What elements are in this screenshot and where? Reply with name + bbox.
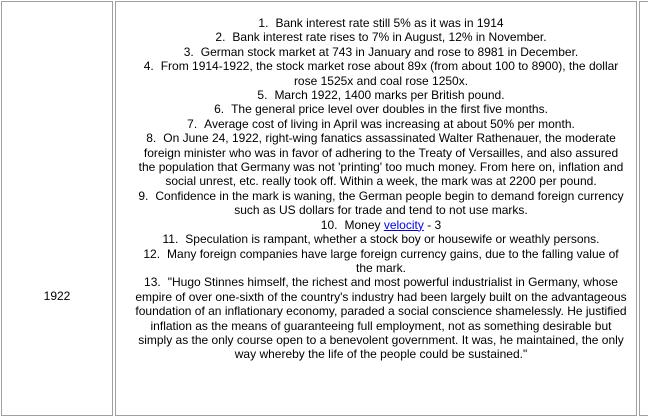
item-number: 4. xyxy=(143,59,154,74)
item-number: 10. xyxy=(320,217,338,232)
item-text: - 3 xyxy=(423,217,442,232)
adjacent-cell xyxy=(639,1,648,416)
item-number: 13. xyxy=(144,275,161,290)
item-text: On June 24, 1922, right-wing fanatics assassinated Walter Rathenauer, the moderate foreign minister who was in favor of adhering to the Treaty of Versailles, and also assured the population that Germany was not 'printing' too much money. From here on, inflation and social unrest, etc. really took off. Within a week, the mark was at 2200 per pound. xyxy=(138,131,624,189)
item-text: From 1914-1922, the stock market rose about 89x (from about 100 to 8900), the dollar rose 1525x and coal rose 1250x. xyxy=(160,59,619,88)
item-text: Many foreign companies have large foreign currency gains, due to the falling value of the mark. xyxy=(167,246,619,275)
item-text: Speculation is rampant, whether a stock boy or housewife or weathly persons. xyxy=(185,232,600,247)
list-item xyxy=(134,218,628,232)
list-item xyxy=(134,247,628,276)
item-text: Money xyxy=(344,217,384,232)
list-item xyxy=(134,232,628,246)
item-text: "Hugo Stinnes himself, the richest and most powerful industrialist in Germany, whose empire of over one-sixth of the country's industry had been largely built on the advantageous foundation of an inflationary economy, paraded a social conscience shamelessly. He justified inflation as the means of guaranteeing full employment, not as something desirable but simply as the only course open to a benevolent government. It was, he maintained, the only way whereby the life of the people could be sustained." xyxy=(135,275,627,362)
item-number: 5. xyxy=(257,88,268,103)
item-text: The general price level over doubles in the first five months. xyxy=(231,102,548,117)
item-number: 11. xyxy=(162,232,179,247)
list-item xyxy=(134,45,628,59)
list-item xyxy=(134,189,628,218)
year-cell xyxy=(1,1,113,416)
item-number: 9. xyxy=(138,188,149,203)
list-item xyxy=(134,16,628,30)
item-number: 2. xyxy=(215,30,226,45)
item-number: 6. xyxy=(214,102,225,117)
list-item xyxy=(134,117,628,131)
item-number: 8. xyxy=(146,131,157,146)
list-item xyxy=(134,88,628,102)
list-item xyxy=(134,59,628,88)
item-text: Confidence in the mark is waning, the German people begin to demand foreign currency such as US dollars for trade and tend to not use marks. xyxy=(155,188,624,218)
events-cell xyxy=(115,1,637,416)
list-item xyxy=(134,102,628,116)
item-number: 12. xyxy=(143,246,161,261)
item-number: 3. xyxy=(183,44,194,59)
item-text: German stock market at 743 in January and rose to 8981 in December. xyxy=(200,44,579,59)
item-text: March 1922, 1400 marks per British pound. xyxy=(274,88,505,103)
item-text: Bank interest rate rises to 7% in August, 12% in November. xyxy=(232,30,547,45)
item-text: Average cost of living in April was increasing at about 50% per month. xyxy=(204,116,575,131)
velocity-link[interactable]: velocity xyxy=(383,217,424,232)
item-number: 1. xyxy=(258,16,269,30)
item-text: Bank interest rate still 5% as it was in 1914 xyxy=(275,16,504,30)
list-item xyxy=(134,275,628,361)
list-item xyxy=(134,131,628,189)
list-item xyxy=(134,30,628,44)
item-number: 7. xyxy=(187,116,198,131)
event-list xyxy=(134,16,628,362)
year-label: 1922 xyxy=(43,289,71,303)
